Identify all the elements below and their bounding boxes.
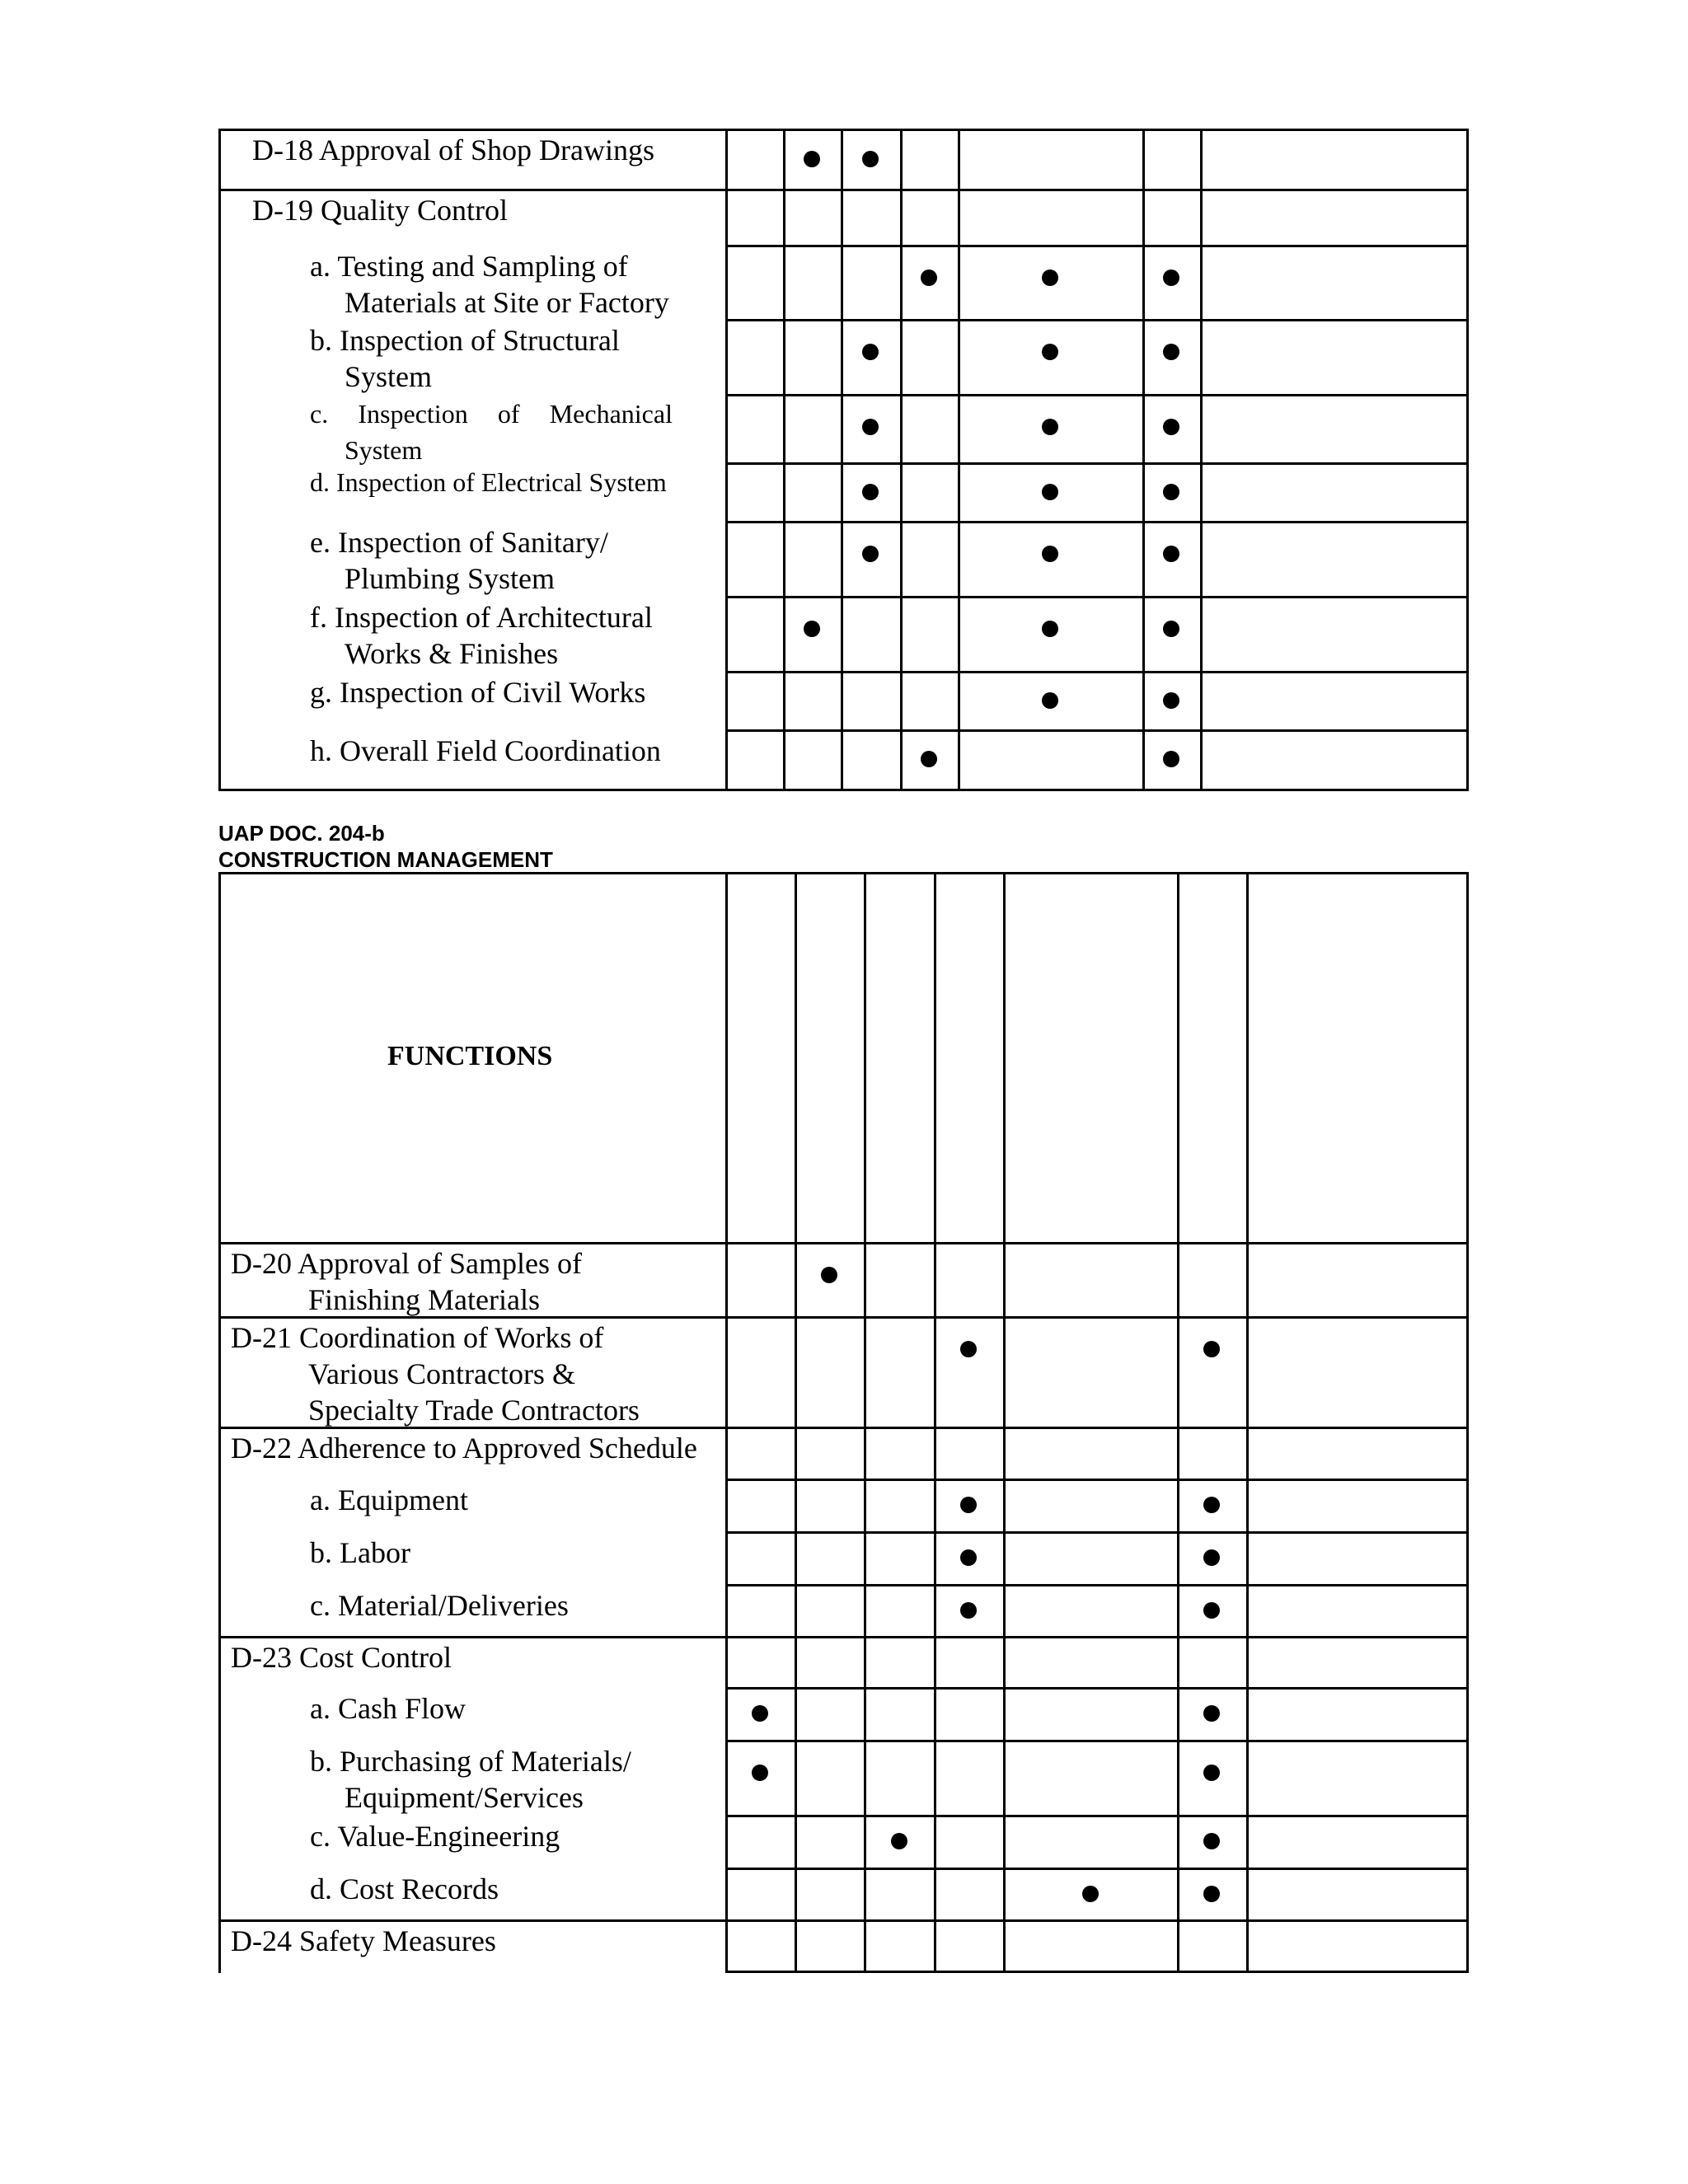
responsibility-dot <box>960 1497 977 1513</box>
function-label <box>310 401 673 427</box>
function-label: Equipment/Services <box>345 1781 584 1814</box>
function-label: d. Inspection of Electrical System <box>310 467 667 497</box>
responsibility-dot <box>1163 419 1179 435</box>
function-label: D-19 Quality Control <box>252 194 508 227</box>
responsibility-dot <box>752 1705 768 1722</box>
responsibility-dot <box>1042 269 1058 286</box>
responsibility-dot <box>804 151 820 167</box>
responsibility-dot <box>1042 344 1058 360</box>
responsibility-dot <box>804 621 820 637</box>
doc-title: CONSTRUCTION MANAGEMENT <box>218 847 553 872</box>
responsibility-dot <box>1042 419 1058 435</box>
grid-vline <box>1466 872 1469 1973</box>
responsibility-dot <box>960 1602 977 1619</box>
function-label: a. Cash Flow <box>310 1692 466 1725</box>
function-label: h. Overall Field Coordination <box>310 734 661 767</box>
responsibility-dot <box>1163 546 1179 562</box>
responsibility-dot <box>752 1765 768 1781</box>
function-label-word: c. <box>310 399 329 429</box>
function-label: b. Purchasing of Materials/ <box>310 1745 631 1778</box>
responsibility-dot <box>891 1833 907 1849</box>
function-label: Works & Finishes <box>345 637 559 670</box>
grid-hline <box>218 789 728 791</box>
responsibility-dot <box>1163 269 1179 286</box>
function-label: b. Labor <box>310 1536 410 1569</box>
function-label: a. Testing and Sampling of <box>310 250 628 283</box>
responsibility-dot <box>1163 621 1179 637</box>
responsibility-dot <box>821 1267 837 1283</box>
function-label: D-23 Cost Control <box>231 1641 452 1674</box>
function-label: Specialty Trade Contractors <box>308 1394 640 1427</box>
responsibility-dot <box>862 546 879 562</box>
responsibility-dot <box>1042 484 1058 500</box>
function-label: D-22 Adherence to Approved Schedule <box>231 1432 697 1465</box>
function-label: b. Inspection of Structural <box>310 324 620 357</box>
responsibility-dot <box>1203 1765 1220 1781</box>
function-label: Materials at Site or Factory <box>345 286 669 319</box>
responsibility-dot <box>1042 692 1058 709</box>
function-label: c. Value-Engineering <box>310 1820 560 1853</box>
responsibility-dot <box>960 1549 977 1566</box>
function-label-word: Mechanical <box>549 399 673 429</box>
responsibility-dot <box>862 419 879 435</box>
responsibility-dot <box>1203 1602 1220 1619</box>
function-label: System <box>345 435 423 465</box>
responsibility-dot <box>1203 1886 1220 1902</box>
responsibility-dot <box>921 269 937 286</box>
function-label: Various Contractors & <box>308 1357 575 1390</box>
functions-header: FUNCTIONS <box>387 1040 553 1071</box>
responsibility-dot <box>1082 1886 1099 1902</box>
responsibility-dot <box>1203 1497 1220 1513</box>
function-label: D-21 Coordination of Works of <box>231 1321 604 1354</box>
responsibility-dot <box>862 484 879 500</box>
responsibility-dot <box>1203 1341 1220 1357</box>
responsibility-dot <box>960 1341 977 1357</box>
function-label: f. Inspection of Architectural <box>310 601 653 634</box>
function-label: g. Inspection of Civil Works <box>310 676 646 709</box>
function-label: d. Cost Records <box>310 1872 499 1905</box>
responsibility-dot <box>1163 751 1179 767</box>
function-label-word: Inspection <box>358 399 468 429</box>
doc-code: UAP DOC. 204-b <box>218 821 385 846</box>
grid-vline <box>1466 129 1469 791</box>
responsibility-dot <box>921 751 937 767</box>
function-label: D-20 Approval of Samples of <box>231 1247 582 1280</box>
grid-hline <box>725 1971 1469 1973</box>
function-label: D-24 Safety Measures <box>231 1924 496 1957</box>
responsibility-dot <box>1203 1833 1220 1849</box>
responsibility-dot <box>862 344 879 360</box>
function-label: e. Inspection of Sanitary/ <box>310 526 608 559</box>
responsibility-dot <box>1163 692 1179 709</box>
grid-hline <box>218 872 728 874</box>
function-label: a. Equipment <box>310 1483 468 1516</box>
responsibility-dot <box>1203 1549 1220 1566</box>
responsibility-dot <box>1163 344 1179 360</box>
responsibility-dot <box>1042 546 1058 562</box>
grid-hline <box>725 789 1469 791</box>
responsibility-dot <box>1203 1705 1220 1722</box>
function-label: Plumbing System <box>345 562 556 595</box>
grid-hline <box>725 872 1469 874</box>
function-label: c. Material/Deliveries <box>310 1589 569 1622</box>
responsibility-dot <box>1042 621 1058 637</box>
responsibility-dot <box>862 151 879 167</box>
function-label: D-18 Approval of Shop Drawings <box>252 134 654 166</box>
function-label: System <box>345 360 433 393</box>
function-label-word: of <box>497 399 520 429</box>
responsibility-dot <box>1163 484 1179 500</box>
function-label: Finishing Materials <box>308 1283 540 1316</box>
